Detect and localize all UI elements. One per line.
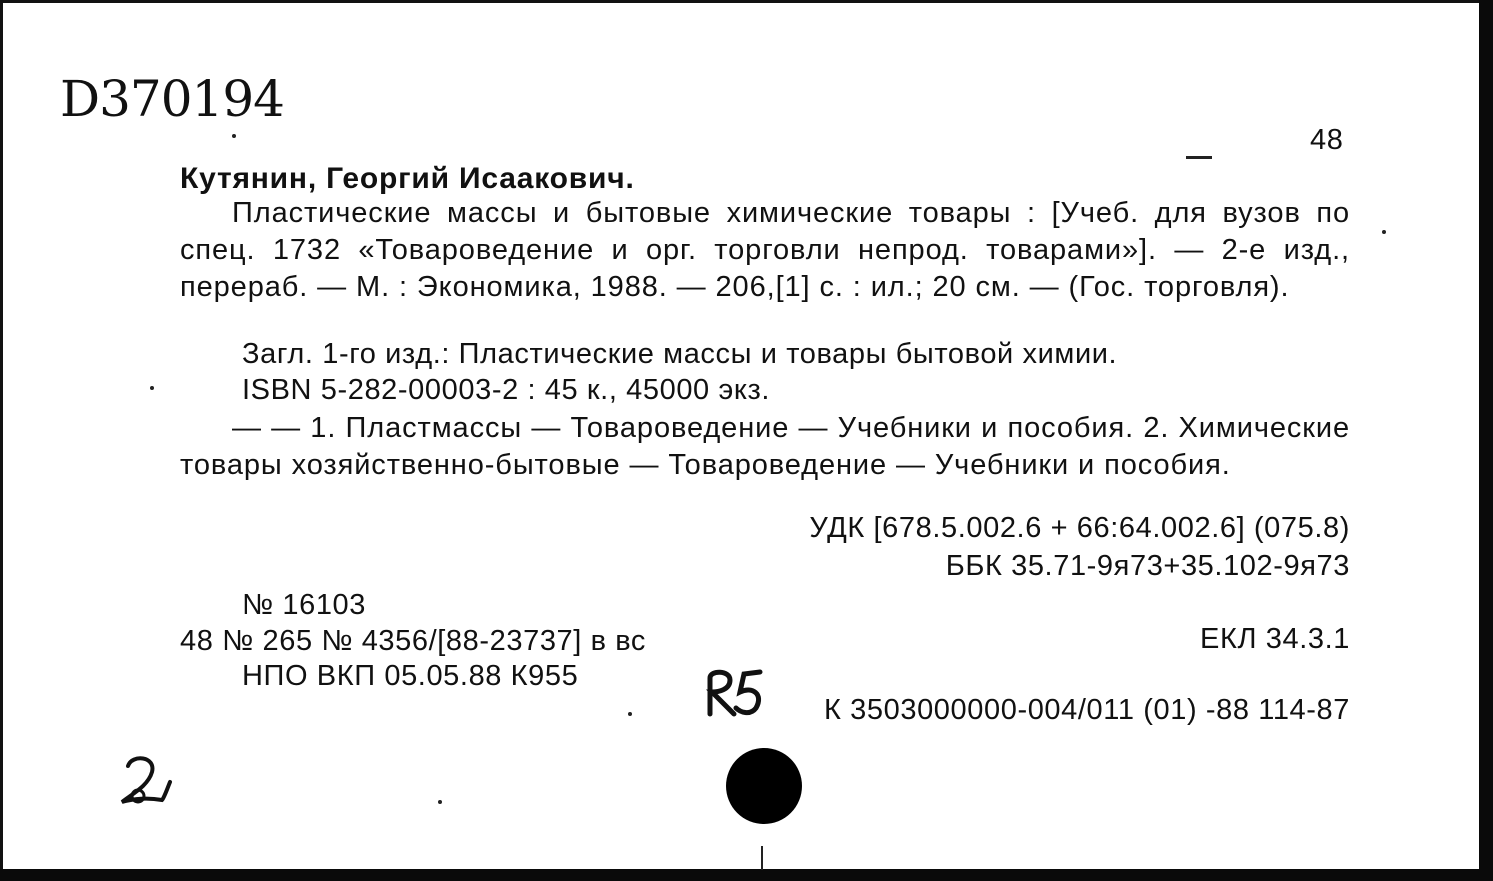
title-note: Загл. 1-го изд.: Пластические массы и товары бытовой химии. [242,338,1118,370]
card-edge-top [0,0,1493,3]
subject-headings: — — 1. Пластмассы — Товароведение — Учебники и пособия. 2. Химические товары хозяйственно-бытовые — Товароведение — Учебники и пособия. [180,412,1350,481]
udk-classification: УДК [678.5.002.6 + 66:64.002.6] (075.8) [809,512,1350,544]
card-edge-bottom [0,869,1493,881]
speck [232,134,236,138]
handwritten-initials-mark [700,664,772,722]
speck [628,712,632,716]
shelf-mark: D370194 [60,70,284,128]
card-edge-right [1479,0,1493,881]
speck [438,800,442,804]
title-statement: Пластические массы и бытовые химические товары : [Учеб. для вузов по спец. 1732 «Товароведение и орг. торговли непрод. товарами»]. — 2-е изд., перераб. — М. : Экономика, 1988. — 206,[1] с. : ил.; 20 см. — (Гос. торговля). [180,197,1350,303]
catalog-code: К 3503000000-004/011 (01) -88 114-87 [824,694,1350,726]
author-heading: Кутянин, Георгий Исаакович. [180,162,635,195]
card-edge-left [0,0,3,881]
page-number: 48 [1310,124,1344,156]
handwritten-number-mark [112,752,176,810]
punch-hole [726,748,802,824]
registration-number: № 16103 [242,589,367,621]
isbn-line: ISBN 5-282-00003-2 : 45 к., 45000 экз. [242,374,771,406]
speck [1382,230,1386,234]
bbk-classification: ББК 35.71-9я73+35.102-9я73 [945,550,1350,582]
npo-line: НПО ВКП 05.05.88 К955 [242,660,579,692]
ekl-code: ЕКЛ 34.3.1 [1200,623,1350,655]
print-info: 48 № 265 № 4356/[88-23737] в вс [180,625,647,657]
speck [150,386,154,390]
bottom-tick [761,846,763,870]
speck [1186,156,1212,159]
